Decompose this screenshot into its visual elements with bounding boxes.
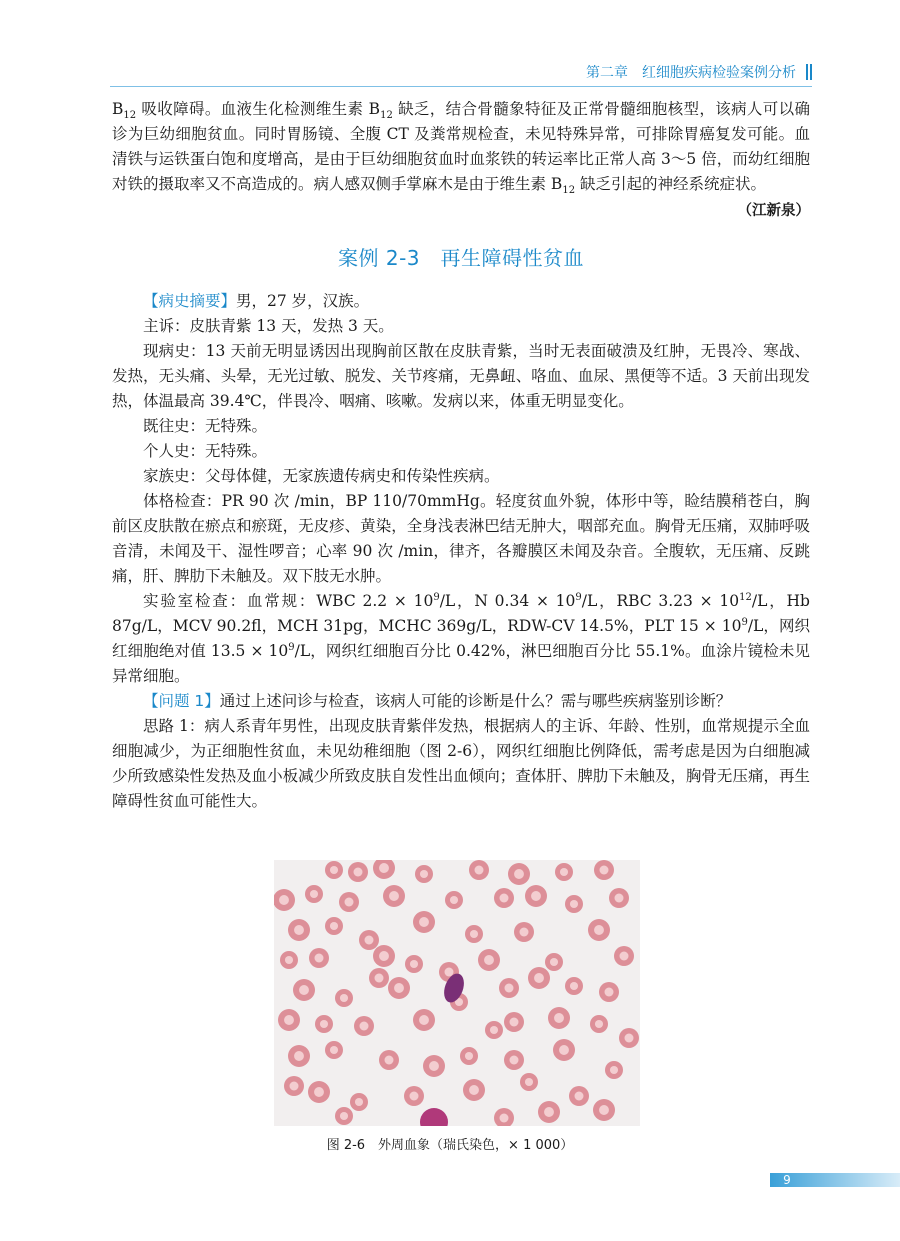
red-blood-cell-center bbox=[419, 1015, 429, 1025]
red-blood-cell-center bbox=[315, 954, 324, 963]
red-blood-cell-center bbox=[510, 1056, 519, 1065]
past-history: 既往史：无特殊。 bbox=[143, 417, 268, 435]
lab-exam bbox=[112, 589, 810, 689]
red-blood-cell-center bbox=[385, 1056, 394, 1065]
present-history: 现病史：13 天前无明显诱因出现胸前区散在皮肤青紫，当时无表面破溃及红肿，无畏冷、寒战、发热，无头痛、头晕，无光过敏、脱发、关节疼痛，无鼻衄、咯血、血尿、黑便等不适。3 天前出现发热，体温最高 39.4℃，伴畏冷、咽痛、咳嗽。发病以来，体重无明显变化。 bbox=[112, 342, 810, 410]
red-blood-cell-center bbox=[500, 894, 509, 903]
intro-text: 吸收障碍。血液生化检测维生素 B bbox=[136, 100, 381, 118]
question-text: 通过上述问诊与检查，该病人可能的诊断是什么？需与哪些疾病鉴别诊断？ bbox=[219, 692, 732, 710]
blood-smear-figure bbox=[274, 860, 640, 1126]
summary-tag: 【病史摘要】 bbox=[143, 292, 237, 310]
intro-paragraph bbox=[112, 97, 810, 197]
superscript: 9 bbox=[575, 591, 582, 603]
superscript: 9 bbox=[433, 591, 440, 603]
red-blood-cell-center bbox=[310, 890, 318, 898]
lab-text: /L，N 0.34 × 10 bbox=[439, 592, 576, 610]
red-blood-cell-center bbox=[330, 1046, 338, 1054]
lab-text: /L，网织红细胞绝对值 13.5 × 10 bbox=[112, 617, 811, 660]
chapter-label: 第二章 bbox=[586, 65, 628, 81]
red-blood-cell-center bbox=[594, 925, 604, 935]
red-blood-cell-center bbox=[510, 1018, 519, 1027]
red-blood-cell-center bbox=[610, 1066, 618, 1074]
red-blood-cell-center bbox=[575, 1092, 584, 1101]
red-blood-cell-center bbox=[470, 930, 478, 938]
red-blood-cell-center bbox=[419, 917, 429, 927]
red-blood-cell-center bbox=[520, 928, 529, 937]
red-blood-cell-center bbox=[394, 983, 404, 993]
red-blood-cell-center bbox=[450, 896, 458, 904]
red-blood-cell-center bbox=[465, 1052, 473, 1060]
red-blood-cell-center bbox=[345, 898, 354, 907]
personal-history: 个人史：无特殊。 bbox=[143, 442, 268, 460]
red-blood-cell-center bbox=[534, 973, 544, 983]
red-blood-cell-center bbox=[505, 984, 514, 993]
red-blood-cell-center bbox=[570, 900, 578, 908]
subscript: 12 bbox=[123, 110, 137, 122]
red-blood-cell-center bbox=[314, 1087, 324, 1097]
question-tag: 【问题 1】 bbox=[143, 692, 220, 710]
intro-text: 缺乏，结合骨髓象特征及正常骨髓细胞核型，该病人可以确诊为巨幼细胞贫血。同时胃肠镜、全腹 CT 及粪常规检查，未见特殊异常，可排除胃癌复发可能。血清铁与运铁蛋白饱和度增高，是由于巨幼细胞贫血时血浆铁的转运率比正常人高 3～5 倍，而幼红细胞对铁的摄取率又不高造成的。病人感双侧手掌麻木是由于维生素 B bbox=[112, 100, 810, 193]
red-blood-cell-center bbox=[420, 870, 428, 878]
red-blood-cell-center bbox=[360, 1022, 369, 1031]
subscript: 12 bbox=[562, 185, 576, 197]
red-blood-cell-center bbox=[469, 1085, 479, 1095]
question-1 bbox=[112, 689, 810, 714]
red-blood-cell-center bbox=[389, 891, 399, 901]
red-blood-cell-center bbox=[484, 955, 494, 965]
header-bars-icon bbox=[806, 64, 812, 80]
running-header bbox=[586, 62, 812, 82]
red-blood-cell-center bbox=[560, 868, 568, 876]
figure-caption: 图 2-6 外周血象（瑞氏染色，× 1 000） bbox=[326, 1138, 574, 1153]
chief-complaint: 主诉：皮肤青紫 13 天，发热 3 天。 bbox=[143, 317, 394, 335]
red-blood-cell-center bbox=[570, 982, 578, 990]
red-blood-cell-center bbox=[299, 985, 309, 995]
red-blood-cell-center bbox=[559, 1045, 569, 1055]
lab-text: 实验室检查：血常规：WBC 2.2 × 10 bbox=[143, 592, 434, 610]
chapter-title: 红细胞疾病检验案例分析 bbox=[642, 65, 796, 81]
red-blood-cell-center bbox=[544, 1107, 554, 1117]
red-blood-cell-center bbox=[445, 968, 454, 977]
red-blood-cell-center bbox=[550, 958, 558, 966]
red-blood-cell-center bbox=[290, 1082, 299, 1091]
intro-text: 缺乏引起的神经系统症状。 bbox=[575, 175, 766, 193]
red-blood-cell-center bbox=[620, 952, 629, 961]
red-blood-cell-center bbox=[600, 866, 609, 875]
case-title: 案例 2-3 再生障碍性贫血 bbox=[337, 246, 585, 270]
red-blood-cell-center bbox=[330, 922, 338, 930]
red-blood-cell-center bbox=[355, 1098, 363, 1106]
intro-text: B bbox=[112, 100, 124, 118]
red-blood-cell-center bbox=[490, 1026, 498, 1034]
red-blood-cell-center bbox=[554, 1013, 564, 1023]
page-number: 9 bbox=[783, 1173, 791, 1187]
red-blood-cell-center bbox=[410, 960, 418, 968]
red-blood-cell-center bbox=[525, 1078, 533, 1086]
red-blood-cell-center bbox=[379, 951, 389, 961]
physical-exam: 体格检查：PR 90 次 /min，BP 110/70mmHg。轻度贫血外貌，体形中等，睑结膜稍苍白，胸前区皮肤散在瘀点和瘀斑，无皮疹、黄染，全身浅表淋巴结无肿大，咽部充血。胸骨无压痛，双肺呼吸音清，未闻及干、湿性啰音；心率 90 次 /min，律齐，各瓣膜区未闻及杂音。全腹软，无压痛、反跳痛，肝、脾肋下未触及。双下肢无水肿。 bbox=[112, 492, 810, 585]
red-blood-cell-center bbox=[599, 1105, 609, 1115]
family-history: 家族史：父母体健，无家族遗传病史和传染性疾病。 bbox=[143, 467, 500, 485]
red-blood-cell-center bbox=[475, 866, 484, 875]
subscript: 12 bbox=[380, 110, 393, 122]
idea-1: 思路 1：病人系青年男性，出现皮肤青紫伴发热，根据病人的主诉、年龄、性别，血常规提示全血细胞减少，为正细胞性贫血，未见幼稚细胞（图 2-6），网织红细胞比例降低，需考虑是因为白细胞减少所致感染性发热及血小板减少所致皮肤自发性出血倾向；查体肝、脾肋下未触及，胸骨无压痛，再生障碍性贫血可能性大。 bbox=[112, 717, 810, 810]
red-blood-cell-center bbox=[279, 895, 289, 905]
red-blood-cell-center bbox=[410, 1092, 419, 1101]
superscript: 9 bbox=[741, 616, 748, 628]
lab-text: /L，网织红细胞百分比 0.42%，淋巴细胞百分比 55.1%。血涂片镜检未见异常细胞。 bbox=[112, 642, 810, 685]
red-blood-cell-center bbox=[375, 974, 384, 983]
red-blood-cell-center bbox=[294, 925, 304, 935]
red-blood-cell-center bbox=[365, 936, 374, 945]
header-rule bbox=[110, 86, 812, 87]
lab-text: /L，Hb 87g/L，MCV 90.2fl，MCH 31pg，MCHC 369g/L，RDW-CV 14.5%，PLT 15 × 10 bbox=[112, 592, 810, 635]
lab-text: /L，RBC 3.23 × 10 bbox=[581, 592, 740, 610]
superscript: 12 bbox=[739, 591, 752, 603]
red-blood-cell-center bbox=[379, 863, 389, 873]
red-blood-cell-center bbox=[320, 1020, 328, 1028]
red-blood-cell-center bbox=[340, 994, 348, 1002]
red-blood-cell-center bbox=[354, 868, 363, 877]
red-blood-cell-center bbox=[514, 869, 524, 879]
red-blood-cell-center bbox=[531, 891, 541, 901]
red-blood-cell-center bbox=[330, 866, 338, 874]
author-credit: （江新泉） bbox=[737, 203, 810, 219]
summary-text: 男，27 岁，汉族。 bbox=[236, 292, 370, 310]
red-blood-cell-center bbox=[340, 1112, 348, 1120]
red-blood-cell-center bbox=[625, 1034, 634, 1043]
red-blood-cell-center bbox=[615, 894, 624, 903]
superscript: 9 bbox=[288, 641, 295, 653]
red-blood-cell-center bbox=[429, 1061, 439, 1071]
blood-smear-image bbox=[274, 860, 640, 1126]
red-blood-cell-center bbox=[285, 956, 293, 964]
red-blood-cell-center bbox=[294, 1051, 304, 1061]
history-summary bbox=[112, 289, 810, 314]
red-blood-cell-center bbox=[284, 1015, 294, 1025]
page-content bbox=[112, 97, 810, 814]
red-blood-cell-center bbox=[500, 1114, 509, 1123]
red-blood-cell-center bbox=[595, 1020, 603, 1028]
red-blood-cell-center bbox=[605, 988, 614, 997]
